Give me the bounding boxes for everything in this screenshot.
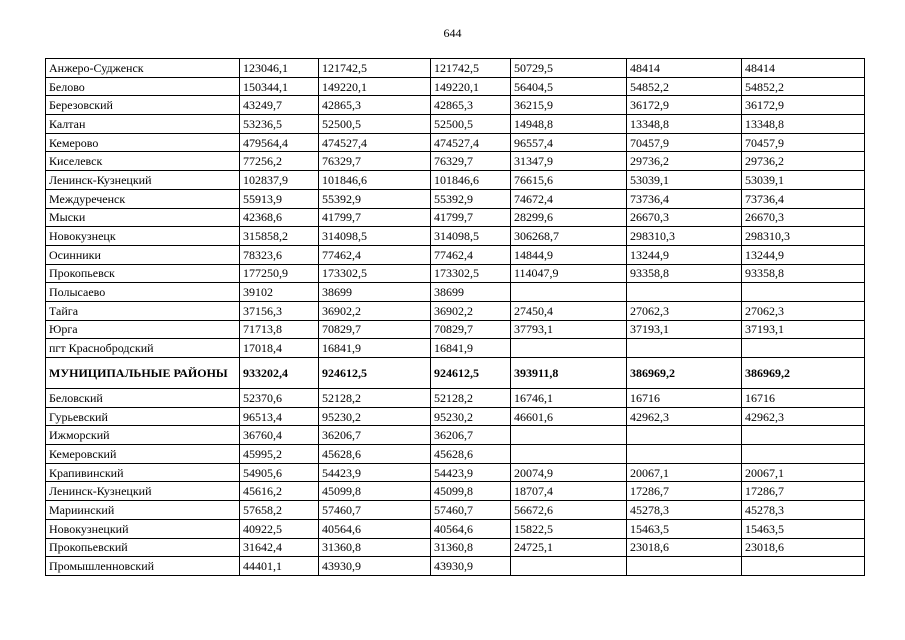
- value-cell: 23018,6: [627, 538, 742, 557]
- value-cell: 52370,6: [240, 389, 319, 408]
- table-row: [46, 389, 865, 408]
- value-cell: 38699: [319, 283, 431, 302]
- value-cell: 298310,3: [742, 227, 865, 246]
- value-cell: 37193,1: [742, 320, 865, 339]
- table-row: [46, 115, 865, 134]
- municipality-name-cell: Промышленновский: [46, 557, 240, 576]
- value-cell: 15463,5: [742, 519, 865, 538]
- value-cell: 54852,2: [627, 77, 742, 96]
- value-cell: [742, 339, 865, 358]
- value-cell: 53236,5: [240, 115, 319, 134]
- municipality-name-cell: Мариинский: [46, 501, 240, 520]
- value-cell: 52500,5: [319, 115, 431, 134]
- table-row: [46, 538, 865, 557]
- value-cell: 13348,8: [742, 115, 865, 134]
- value-cell: 36206,7: [431, 426, 511, 445]
- value-cell: 101846,6: [319, 171, 431, 190]
- value-cell: 36206,7: [319, 426, 431, 445]
- value-cell: 13348,8: [627, 115, 742, 134]
- value-cell: [511, 445, 627, 464]
- value-cell: 13244,9: [627, 245, 742, 264]
- value-cell: 76615,6: [511, 171, 627, 190]
- value-cell: 43249,7: [240, 96, 319, 115]
- municipality-name-cell: Кемеровский: [46, 445, 240, 464]
- value-cell: [742, 283, 865, 302]
- value-cell: 27450,4: [511, 301, 627, 320]
- value-cell: 121742,5: [319, 59, 431, 78]
- value-cell: 298310,3: [627, 227, 742, 246]
- value-cell: 54852,2: [742, 77, 865, 96]
- municipality-name-cell: Осинники: [46, 245, 240, 264]
- municipality-name-cell: Березовский: [46, 96, 240, 115]
- value-cell: 93358,8: [742, 264, 865, 283]
- value-cell: 31360,8: [319, 538, 431, 557]
- value-cell: 45628,6: [319, 445, 431, 464]
- value-cell: 315858,2: [240, 227, 319, 246]
- municipality-name-cell: пгт Краснобродский: [46, 339, 240, 358]
- municipality-name-cell: Прокопьевск: [46, 264, 240, 283]
- table-row: [46, 445, 865, 464]
- value-cell: 474527,4: [319, 133, 431, 152]
- value-cell: 42865,3: [319, 96, 431, 115]
- value-cell: 46601,6: [511, 407, 627, 426]
- table-row: [46, 283, 865, 302]
- value-cell: 20074,9: [511, 463, 627, 482]
- value-cell: 45616,2: [240, 482, 319, 501]
- table-row: [46, 189, 865, 208]
- value-cell: 95230,2: [319, 407, 431, 426]
- value-cell: [511, 426, 627, 445]
- value-cell: 45099,8: [431, 482, 511, 501]
- value-cell: 50729,5: [511, 59, 627, 78]
- value-cell: 71713,8: [240, 320, 319, 339]
- value-cell: 52500,5: [431, 115, 511, 134]
- value-cell: 36902,2: [319, 301, 431, 320]
- table-row: [46, 482, 865, 501]
- value-cell: 20067,1: [627, 463, 742, 482]
- value-cell: 173302,5: [319, 264, 431, 283]
- municipality-name-cell: Кемерово: [46, 133, 240, 152]
- municipality-name-cell: Новокузнецкий: [46, 519, 240, 538]
- value-cell: [742, 557, 865, 576]
- value-cell: 314098,5: [319, 227, 431, 246]
- value-cell: 314098,5: [431, 227, 511, 246]
- municipality-name-cell: Полысаево: [46, 283, 240, 302]
- value-cell: 28299,6: [511, 208, 627, 227]
- value-cell: 96557,4: [511, 133, 627, 152]
- value-cell: 70829,7: [431, 320, 511, 339]
- value-cell: 15822,5: [511, 519, 627, 538]
- value-cell: 41799,7: [319, 208, 431, 227]
- value-cell: 45099,8: [319, 482, 431, 501]
- table-row: [46, 501, 865, 520]
- value-cell: 17286,7: [627, 482, 742, 501]
- value-cell: 55913,9: [240, 189, 319, 208]
- value-cell: 26670,3: [627, 208, 742, 227]
- municipality-name-cell: Тайга: [46, 301, 240, 320]
- table-row: [46, 208, 865, 227]
- value-cell: 36172,9: [742, 96, 865, 115]
- value-cell: 56672,6: [511, 501, 627, 520]
- value-cell: 36902,2: [431, 301, 511, 320]
- value-cell: 149220,1: [431, 77, 511, 96]
- value-cell: 474527,4: [431, 133, 511, 152]
- table-row: [46, 152, 865, 171]
- table-row: [46, 557, 865, 576]
- value-cell: 56404,5: [511, 77, 627, 96]
- value-cell: 70457,9: [742, 133, 865, 152]
- table-row: [46, 264, 865, 283]
- value-cell: 16716: [627, 389, 742, 408]
- value-cell: 45278,3: [627, 501, 742, 520]
- table-row: [46, 77, 865, 96]
- value-cell: 42865,3: [431, 96, 511, 115]
- value-cell: 57460,7: [431, 501, 511, 520]
- value-cell: 26670,3: [742, 208, 865, 227]
- table-row: [46, 301, 865, 320]
- municipality-name-cell: Калтан: [46, 115, 240, 134]
- section-name-cell: МУНИЦИПАЛЬНЫЕ РАЙОНЫ: [46, 358, 240, 389]
- value-cell: 177250,9: [240, 264, 319, 283]
- table-row: [46, 463, 865, 482]
- value-cell: 93358,8: [627, 264, 742, 283]
- value-cell: 17018,4: [240, 339, 319, 358]
- value-cell: 393911,8: [511, 358, 627, 389]
- value-cell: 48414: [742, 59, 865, 78]
- municipality-name-cell: Новокузнецк: [46, 227, 240, 246]
- value-cell: 479564,4: [240, 133, 319, 152]
- value-cell: 73736,4: [627, 189, 742, 208]
- value-cell: 45995,2: [240, 445, 319, 464]
- municipality-name-cell: Мыски: [46, 208, 240, 227]
- value-cell: 39102: [240, 283, 319, 302]
- value-cell: 933202,4: [240, 358, 319, 389]
- value-cell: 96513,4: [240, 407, 319, 426]
- value-cell: 173302,5: [431, 264, 511, 283]
- value-cell: 76329,7: [319, 152, 431, 171]
- municipality-name-cell: Юрга: [46, 320, 240, 339]
- value-cell: 29736,2: [742, 152, 865, 171]
- value-cell: 40922,5: [240, 519, 319, 538]
- value-cell: 386969,2: [742, 358, 865, 389]
- value-cell: 53039,1: [627, 171, 742, 190]
- value-cell: 36760,4: [240, 426, 319, 445]
- value-cell: 45278,3: [742, 501, 865, 520]
- value-cell: 40564,6: [431, 519, 511, 538]
- value-cell: 924612,5: [319, 358, 431, 389]
- value-cell: 102837,9: [240, 171, 319, 190]
- value-cell: 77462,4: [319, 245, 431, 264]
- value-cell: 40564,6: [319, 519, 431, 538]
- value-cell: 16716: [742, 389, 865, 408]
- value-cell: 386969,2: [627, 358, 742, 389]
- value-cell: [627, 339, 742, 358]
- value-cell: 36215,9: [511, 96, 627, 115]
- value-cell: 55392,9: [431, 189, 511, 208]
- value-cell: 73736,4: [742, 189, 865, 208]
- value-cell: 42962,3: [742, 407, 865, 426]
- value-cell: 31347,9: [511, 152, 627, 171]
- value-cell: 77256,2: [240, 152, 319, 171]
- value-cell: 123046,1: [240, 59, 319, 78]
- value-cell: [742, 445, 865, 464]
- value-cell: 16746,1: [511, 389, 627, 408]
- value-cell: [627, 445, 742, 464]
- value-cell: 149220,1: [319, 77, 431, 96]
- value-cell: 17286,7: [742, 482, 865, 501]
- value-cell: 150344,1: [240, 77, 319, 96]
- value-cell: 78323,6: [240, 245, 319, 264]
- value-cell: 95230,2: [431, 407, 511, 426]
- value-cell: 121742,5: [431, 59, 511, 78]
- value-cell: 24725,1: [511, 538, 627, 557]
- value-cell: 924612,5: [431, 358, 511, 389]
- municipality-name-cell: Киселевск: [46, 152, 240, 171]
- value-cell: 23018,6: [742, 538, 865, 557]
- value-cell: 306268,7: [511, 227, 627, 246]
- value-cell: 76329,7: [431, 152, 511, 171]
- section-row: [46, 358, 865, 389]
- table-row: [46, 339, 865, 358]
- value-cell: 53039,1: [742, 171, 865, 190]
- municipality-name-cell: Прокопьевский: [46, 538, 240, 557]
- municipality-name-cell: Ленинск-Кузнецкий: [46, 482, 240, 501]
- value-cell: 44401,1: [240, 557, 319, 576]
- municipality-name-cell: Крапивинский: [46, 463, 240, 482]
- value-cell: 18707,4: [511, 482, 627, 501]
- value-cell: 48414: [627, 59, 742, 78]
- value-cell: 16841,9: [431, 339, 511, 358]
- table-row: [46, 96, 865, 115]
- table-row: [46, 171, 865, 190]
- value-cell: [511, 283, 627, 302]
- municipality-name-cell: Ижморский: [46, 426, 240, 445]
- value-cell: 31360,8: [431, 538, 511, 557]
- value-cell: 41799,7: [431, 208, 511, 227]
- value-cell: [511, 557, 627, 576]
- value-cell: 101846,6: [431, 171, 511, 190]
- value-cell: [627, 557, 742, 576]
- value-cell: [511, 339, 627, 358]
- value-cell: 14948,8: [511, 115, 627, 134]
- value-cell: 57658,2: [240, 501, 319, 520]
- table-row: [46, 426, 865, 445]
- value-cell: 57460,7: [319, 501, 431, 520]
- value-cell: 70829,7: [319, 320, 431, 339]
- value-cell: 42962,3: [627, 407, 742, 426]
- value-cell: 13244,9: [742, 245, 865, 264]
- table-row: [46, 245, 865, 264]
- value-cell: 37156,3: [240, 301, 319, 320]
- value-cell: 27062,3: [627, 301, 742, 320]
- value-cell: 55392,9: [319, 189, 431, 208]
- budget-table: [45, 58, 865, 576]
- table-row: [46, 133, 865, 152]
- municipality-name-cell: Гурьевский: [46, 407, 240, 426]
- value-cell: 38699: [431, 283, 511, 302]
- value-cell: 114047,9: [511, 264, 627, 283]
- value-cell: 54423,9: [319, 463, 431, 482]
- value-cell: 42368,6: [240, 208, 319, 227]
- value-cell: [742, 426, 865, 445]
- value-cell: 70457,9: [627, 133, 742, 152]
- value-cell: 29736,2: [627, 152, 742, 171]
- value-cell: 74672,4: [511, 189, 627, 208]
- value-cell: 45628,6: [431, 445, 511, 464]
- municipality-name-cell: Анжеро-Судженск: [46, 59, 240, 78]
- municipality-name-cell: Междуреченск: [46, 189, 240, 208]
- table-row: [46, 59, 865, 78]
- value-cell: 52128,2: [319, 389, 431, 408]
- municipality-name-cell: Беловский: [46, 389, 240, 408]
- value-cell: 43930,9: [319, 557, 431, 576]
- table-row: [46, 320, 865, 339]
- value-cell: 14844,9: [511, 245, 627, 264]
- table-body: [46, 59, 865, 576]
- value-cell: 37793,1: [511, 320, 627, 339]
- value-cell: 15463,5: [627, 519, 742, 538]
- table-row: [46, 227, 865, 246]
- value-cell: 54905,6: [240, 463, 319, 482]
- municipality-name-cell: Ленинск-Кузнецкий: [46, 171, 240, 190]
- table-row: [46, 407, 865, 426]
- value-cell: 52128,2: [431, 389, 511, 408]
- value-cell: [627, 283, 742, 302]
- value-cell: 16841,9: [319, 339, 431, 358]
- value-cell: 27062,3: [742, 301, 865, 320]
- value-cell: [627, 426, 742, 445]
- value-cell: 20067,1: [742, 463, 865, 482]
- value-cell: 36172,9: [627, 96, 742, 115]
- value-cell: 43930,9: [431, 557, 511, 576]
- value-cell: 37193,1: [627, 320, 742, 339]
- table-row: [46, 519, 865, 538]
- page-number: 644: [443, 26, 462, 40]
- value-cell: 54423,9: [431, 463, 511, 482]
- municipality-name-cell: Белово: [46, 77, 240, 96]
- value-cell: 77462,4: [431, 245, 511, 264]
- value-cell: 31642,4: [240, 538, 319, 557]
